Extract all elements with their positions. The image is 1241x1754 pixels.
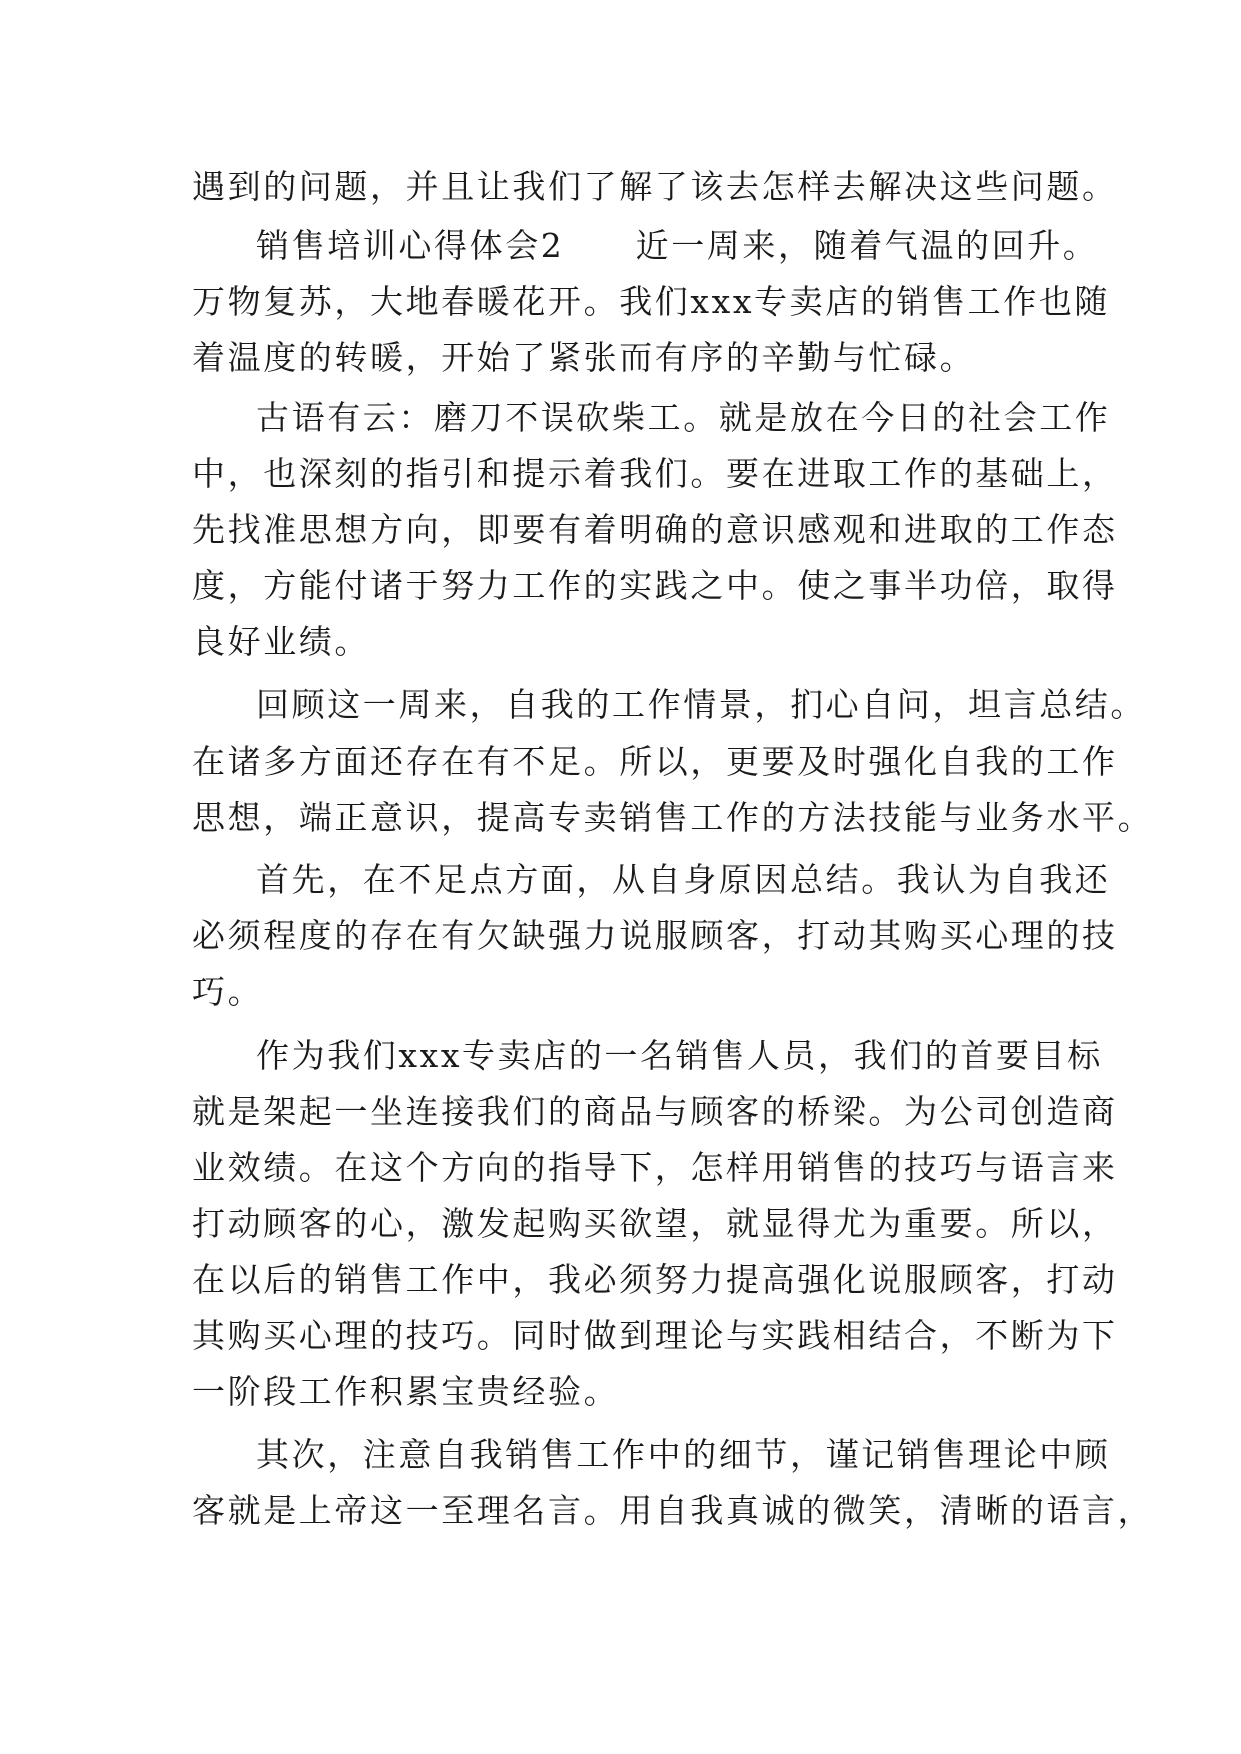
text-line: 中，也深刻的指引和提示着我们。要在进取工作的基础上， [192, 454, 1118, 493]
text-line: 思想，端正意识，提高专卖销售工作的方法技能与业务水平。 [192, 798, 1154, 837]
paragraph-start-line: 古语有云：磨刀不误砍柴工。就是放在今日的社会工作 [256, 398, 1111, 437]
paragraph-start-line: 销售培训心得体会2 近一周来，随着气温的回升。 [256, 226, 1099, 265]
text-line: 在诸多方面还存在有不足。所以，更要及时强化自我的工作 [192, 742, 1118, 781]
text-line: 良好业绩。 [192, 622, 370, 661]
paragraph-start-line: 其次，注意自我销售工作中的细节，谨记销售理论中顾 [256, 1435, 1111, 1474]
text-line: 万物复苏，大地春暖花开。我们xxx专卖店的销售工作也随 [192, 282, 1111, 321]
text-line: 打动顾客的心，激发起购买欲望，就显得尤为重要。所以， [192, 1204, 1118, 1243]
paragraph-start-line: 首先，在不足点方面，从自身原因总结。我认为自我还 [256, 860, 1111, 899]
paragraph-start-line: 回顾这一周来，自我的工作情景，扪心自问，坦言总结。 [256, 685, 1146, 724]
text-line: 业效绩。在这个方向的指导下，怎样用销售的技巧与语言来 [192, 1148, 1118, 1187]
text-line: 度，方能付诸于努力工作的实践之中。使之事半功倍，取得 [192, 566, 1118, 605]
text-line: 巧。 [192, 972, 264, 1011]
text-line: 先找准思想方向，即要有着明确的意识感观和进取的工作态 [192, 510, 1118, 549]
paragraph-start-line: 作为我们xxx专卖店的一名销售人员，我们的首要目标 [256, 1036, 1103, 1075]
text-line: 一阶段工作积累宝贵经验。 [192, 1372, 620, 1411]
text-line: 客就是上帝这一至理名言。用自我真诚的微笑，清晰的语言， [192, 1491, 1154, 1530]
text-line: 必须程度的存在有欠缺强力说服顾客，打动其购买心理的技 [192, 916, 1118, 955]
text-line: 就是架起一坐连接我们的商品与顾客的桥梁。为公司创造商 [192, 1092, 1118, 1131]
text-line: 在以后的销售工作中，我必须努力提高强化说服顾客，打动 [192, 1260, 1118, 1299]
text-line: 着温度的转暖，开始了紧张而有序的辛勤与忙碌。 [192, 338, 976, 377]
text-line: 其购买心理的技巧。同时做到理论与实践相结合，不断为下 [192, 1316, 1118, 1355]
text-line: 遇到的问题，并且让我们了解了该去怎样去解决这些问题。 [192, 167, 1118, 206]
